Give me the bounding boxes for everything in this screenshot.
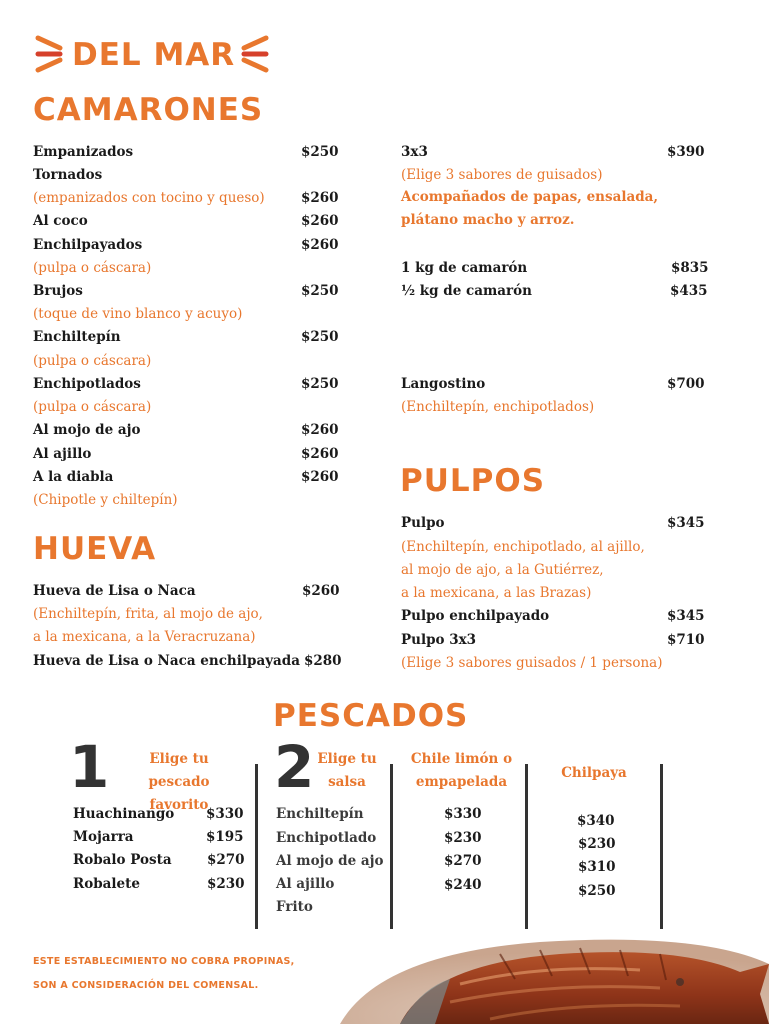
menu-item-price: $260 (301, 190, 339, 206)
column-divider (660, 764, 663, 929)
menu-item-note: (pulpa o cáscara) (33, 260, 152, 276)
menu-item-name: Brujos (33, 283, 83, 299)
fish-price: $330 (206, 806, 244, 822)
menu-item-price: $435 (670, 283, 708, 299)
pulpos-title: PULPOS (400, 463, 546, 499)
salsa-price: $240 (444, 877, 482, 893)
salsa-price: $340 (577, 813, 615, 829)
menu-item-name: Enchilpayados (33, 237, 143, 253)
fish-name: Robalete (73, 876, 140, 892)
brand-title: DEL MAR (72, 37, 236, 73)
salsa-name: Enchiltepín (276, 806, 364, 822)
menu-item-note: (Elige 3 sabores guisados / 1 persona) (401, 655, 663, 671)
camarones-title: CAMARONES (33, 92, 264, 128)
footer-line: SON A CONSIDERACIÓN DEL COMENSAL. (33, 980, 259, 991)
hueva-title: HUEVA (33, 531, 157, 567)
step-heading: Elige tu pescado favorito (148, 751, 210, 813)
menu-item-note: (pulpa o cáscara) (33, 353, 152, 369)
menu-item-price: $250 (301, 144, 339, 160)
step-number: 2 (274, 733, 315, 801)
accompaniment-note: Acompañados de papas, ensalada, plátano macho y arroz. (401, 189, 659, 228)
step-heading: Elige tu salsa (317, 751, 377, 790)
menu-item-name: Empanizados (33, 144, 134, 160)
fish-price: $195 (206, 829, 244, 845)
menu-item-note: (Chipotle y chiltepín) (33, 492, 178, 508)
salsa-price: $230 (578, 836, 616, 852)
menu-item-price: $260 (301, 213, 339, 229)
menu-item-name: Langostino (401, 376, 486, 392)
menu-item-price: $345 (667, 608, 705, 624)
salsa-name: Enchipotlado (276, 830, 377, 846)
column-heading: Chilpaya (561, 765, 627, 781)
menu-item-name: Tornados (33, 167, 103, 183)
menu-item-note: (Enchiltepín, enchipotlados) (401, 399, 595, 415)
menu-item-price: $250 (301, 376, 339, 392)
menu-item-price: $345 (667, 515, 705, 531)
salsa-price: $330 (444, 806, 482, 822)
menu-item-name: Hueva de Lisa o Naca (33, 583, 196, 599)
chevron-left-icon (238, 34, 270, 74)
menu-item-price: $260 (302, 583, 340, 599)
salsa-price: $310 (578, 859, 616, 875)
menu-item-price: $390 (667, 144, 705, 160)
menu-item-note: (pulpa o cáscara) (33, 399, 152, 415)
fish-price: $230 (207, 876, 245, 892)
menu-item-price: $700 (667, 376, 705, 392)
menu-item-price: $260 (301, 237, 339, 253)
menu-item-price: $260 (301, 469, 339, 485)
menu-item-note: (Enchiltepín, enchipotlado, al ajillo, (401, 539, 645, 555)
menu-item-name: 3x3 (401, 144, 428, 160)
fish-price: $270 (207, 852, 245, 868)
step-number: 1 (69, 733, 110, 801)
column-divider (390, 764, 393, 929)
menu-item-name: ½ kg de camarón (401, 283, 532, 299)
pescados-title: PESCADOS (273, 698, 469, 734)
menu-item-name: Al mojo de ajo (33, 422, 141, 438)
menu-item-price: $280 (304, 653, 342, 669)
salsa-price: $230 (444, 830, 482, 846)
menu-item-name: Hueva de Lisa o Naca enchilpayada (33, 653, 300, 669)
menu-item-note: al mojo de ajo, a la Gutiérrez, (401, 562, 604, 578)
menu-item-price: $260 (301, 446, 339, 462)
menu-item-name: Enchiltepín (33, 329, 121, 345)
menu-item-name: 1 kg de camarón (401, 260, 528, 276)
menu-item-price: $260 (301, 422, 339, 438)
menu-item-note: (toque de vino blanco y acuyo) (33, 306, 243, 322)
salsa-price: $250 (578, 883, 616, 899)
chevron-right-icon (34, 34, 66, 74)
menu-item-note: (empanizados con tocino y queso) (33, 190, 265, 206)
menu-item-price: $250 (301, 329, 339, 345)
fish-name: Huachinango (73, 806, 175, 822)
salsa-name: Al mojo de ajo (276, 853, 384, 869)
footer-line: ESTE ESTABLECIMIENTO NO COBRA PROPINAS, (33, 956, 295, 967)
fish-photo (340, 924, 769, 1024)
menu-item-name: Pulpo (401, 515, 445, 531)
menu-item-name: Pulpo enchilpayado (401, 608, 550, 624)
menu-item-note: a la mexicana, a la Veracruzana) (33, 629, 256, 645)
menu-item-name: Al ajillo (33, 446, 92, 462)
menu-item-note: a la mexicana, a las Brazas) (401, 585, 592, 601)
column-divider (525, 764, 528, 929)
column-heading: Chile limón o empapelada (410, 751, 513, 790)
menu-item-price: $250 (301, 283, 339, 299)
salsa-price: $270 (444, 853, 482, 869)
menu-item-name: A la diabla (33, 469, 114, 485)
menu-item-price: $835 (671, 260, 709, 276)
menu-item-name: Enchipotlados (33, 376, 141, 392)
menu-item-name: Al coco (33, 213, 88, 229)
salsa-name: Al ajillo (276, 876, 335, 892)
menu-item-price: $710 (667, 632, 705, 648)
menu-item-note: (Enchiltepín, frita, al mojo de ajo, (33, 606, 263, 622)
fish-name: Mojarra (73, 829, 134, 845)
salsa-name: Frito (276, 899, 313, 915)
menu-item-name: Pulpo 3x3 (401, 632, 477, 648)
column-divider (255, 764, 258, 929)
fish-name: Robalo Posta (73, 852, 172, 868)
menu-item-note: (Elige 3 sabores de guisados) (401, 167, 603, 183)
